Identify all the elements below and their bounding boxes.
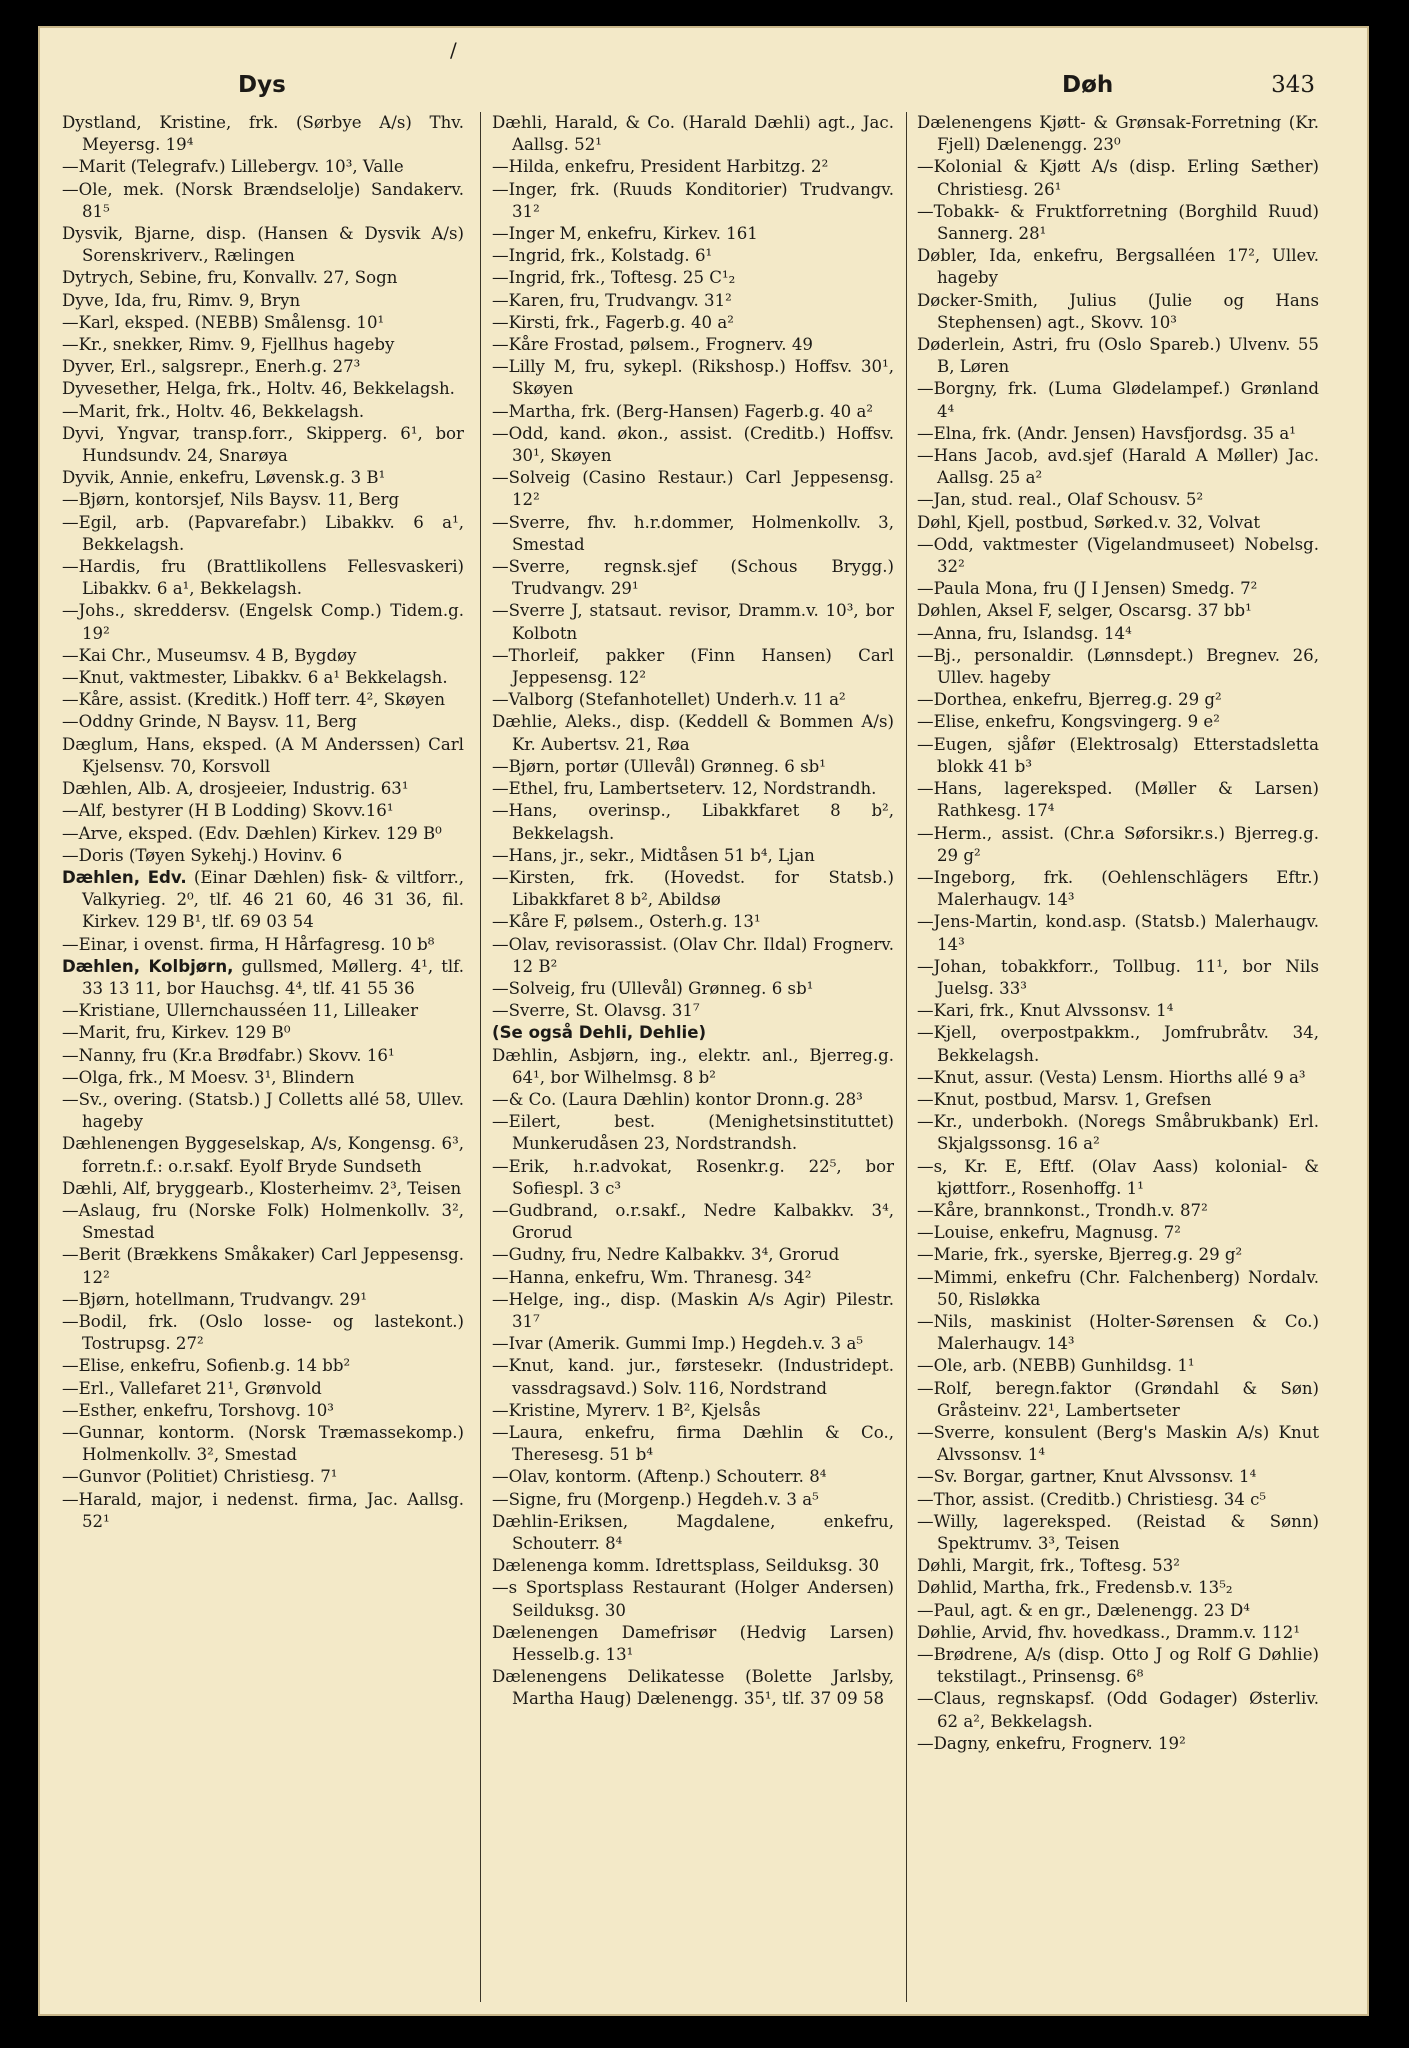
entry-text: —Martha, frk. (Berg-Hansen) Fagerb.g. 40 a²	[492, 401, 874, 421]
entry-text: —Sv. Borgar, gartner, Knut Alvssonsv. 1⁴	[917, 1467, 1257, 1487]
directory-entry	[492, 1466, 894, 1488]
directory-entry	[62, 512, 464, 556]
entry-text: —Tobakk- & Fruktforretning (Borghild Ruud) Sannerg. 28¹	[917, 201, 1319, 244]
entry-text: Døbler, Ida, enkefru, Bergsalléen 17², Ullev. hageby	[917, 246, 1319, 288]
directory-entry	[492, 267, 894, 289]
entry-text: —Gudbrand, o.r.sakf., Nedre Kalbakkv. 3⁴, Grorud	[492, 1200, 894, 1243]
entry-text: —Olga, frk., M Moesv. 3¹, Blindern	[62, 1067, 355, 1087]
directory-entry	[917, 1466, 1319, 1488]
directory-entry	[62, 600, 464, 644]
entry-text: —Sverre, fhv. h.r.dommer, Holmenkollv. 3, Smestad	[492, 512, 894, 554]
directory-entry	[917, 956, 1319, 1000]
directory-entry	[917, 112, 1319, 156]
directory-entry	[917, 734, 1319, 778]
directory-entry	[62, 1067, 464, 1089]
directory-entry	[492, 778, 894, 800]
entry-text: —Kristine, Myrerv. 1 B², Kjelsås	[492, 1400, 761, 1420]
entry-text: —Karl, eksped. (NEBB) Smålensg. 10¹	[62, 312, 385, 332]
entry-text: —Olav, kontorm. (Aftenp.) Schouterr. 8⁴	[492, 1467, 827, 1487]
directory-entry	[62, 1311, 464, 1355]
entry-text: Dæglum, Hans, eksped. (A M Anderssen) Carl Kjelsensv. 70, Korsvoll	[62, 734, 464, 776]
directory-entry	[62, 401, 464, 423]
directory-entry	[62, 223, 464, 267]
entry-text: (Einar Dæhlen) fisk- & viltforr., Valkyrieg. 2⁰, tlf. 46 21 60, 46 31 36, fil. Kirkev. 129 B¹, tlf. 69 03 54	[82, 867, 464, 932]
entry-text: —Bjørn, portør (Ullevål) Grønneg. 6 sb¹	[492, 756, 826, 776]
directory-entry	[492, 934, 894, 978]
directory-entry	[917, 156, 1319, 200]
directory-entry	[492, 1200, 894, 1244]
directory-entry	[492, 711, 894, 755]
entry-text: —Sv., overing. (Statsb.) J Colletts allé 58, Ullev. hageby	[62, 1089, 464, 1132]
entry-text: Dæhlenengen Byggeselskap, A/s, Kongensg. 6³, forretn.f.: o.r.sakf. Eyolf Bryde Sundseth	[62, 1134, 464, 1176]
entry-text: —Jens-Martin, kond.asp. (Statsb.) Malerhaugv. 14³	[917, 912, 1319, 954]
directory-entry	[917, 1089, 1319, 1111]
entry-text: —Paul, agt. & en gr., Dælenengg. 23 D⁴	[917, 1600, 1250, 1620]
directory-entry	[492, 911, 894, 933]
directory-entry	[492, 800, 894, 844]
directory-entry	[492, 1666, 894, 1710]
directory-entry	[62, 1178, 464, 1200]
entry-text: —Ole, arb. (NEBB) Gunhildsg. 1¹	[917, 1356, 1195, 1376]
directory-entry	[62, 1355, 464, 1377]
entry-text: Dælenengens Kjøtt- & Grønsak-Forretning (Kr. Fjell) Dælenengg. 23⁰	[917, 113, 1319, 155]
entry-text: —Hanna, enkefru, Wm. Thranesg. 34²	[492, 1267, 812, 1287]
entry-text: Dyvi, Yngvar, transp.forr., Skipperg. 6¹, bor Hundsundv. 24, Snarøya	[62, 423, 464, 466]
directory-entry	[492, 978, 894, 1000]
directory-entry	[62, 378, 464, 400]
entry-text: —Kari, frk., Knut Alvssonsv. 1⁴	[917, 1001, 1174, 1021]
directory-entry	[917, 290, 1319, 334]
directory-entry	[917, 823, 1319, 867]
entry-text: —Ole, mek. (Norsk Brændselolje) Sandakerv. 81⁵	[62, 179, 464, 221]
column-divider	[480, 112, 481, 2002]
directory-entry	[917, 245, 1319, 289]
directory-entry	[62, 800, 464, 822]
directory-entry	[62, 356, 464, 378]
directory-entry	[917, 201, 1319, 245]
entry-text: Døhlie, Arvid, fhv. hovedkass., Dramm.v. 112¹	[917, 1622, 1300, 1642]
directory-entry	[62, 312, 464, 334]
entry-text: —Louise, enkefru, Magnusg. 7²	[917, 1223, 1181, 1243]
directory-entry	[492, 290, 894, 312]
entry-text: —Kolonial & Kjøtt A/s (disp. Erling Sæther) Christiesg. 26¹	[917, 157, 1319, 199]
entry-text: —Eilert, best. (Menighetsinstituttet) Munkerudåsen 23, Nordstrandsh.	[492, 1112, 894, 1154]
directory-entry	[917, 911, 1319, 955]
entry-text: Dytrych, Sebine, fru, Konvallv. 27, Sogn	[62, 268, 398, 288]
entry-text: —Ingeborg, frk. (Oehlenschlägers Eftr.) Malerhaugv. 14³	[917, 867, 1319, 910]
entry-text: —Ingrid, frk., Toftesg. 25 C¹₂	[492, 268, 736, 288]
entry-text: Dysvik, Bjarne, disp. (Hansen & Dysvik A/s) Sorenskriverv., Rælingen	[62, 224, 464, 266]
directory-entry	[917, 1644, 1319, 1688]
directory-entry	[492, 1622, 894, 1666]
directory-entry	[917, 623, 1319, 645]
directory-page	[38, 26, 1369, 2016]
entry-text: —Anna, fru, Islandsg. 14⁴	[917, 623, 1132, 643]
directory-entry	[62, 334, 464, 356]
entry-text: —Brødrene, A/s (disp. Otto J og Rolf G Døhlie) tekstilagt., Prinsensg. 6⁸	[917, 1645, 1319, 1687]
entry-text: —Bjørn, kontorsjef, Nils Baysv. 11, Berg	[62, 490, 400, 510]
directory-column-2	[492, 112, 894, 2004]
directory-column-1	[62, 112, 464, 2004]
entry-text: —Knut, assur. (Vesta) Lensm. Hiorths allé 9 a³	[917, 1067, 1306, 1087]
directory-entry	[492, 1577, 894, 1621]
directory-entry	[917, 1688, 1319, 1732]
directory-entry	[62, 1045, 464, 1067]
directory-entry	[917, 1600, 1319, 1622]
entry-text: —Kai Chr., Museumsv. 4 B, Bygdøy	[62, 645, 357, 665]
directory-entry	[917, 645, 1319, 689]
directory-entry	[62, 1200, 464, 1244]
entry-text: —Hans, overinsp., Libakkfaret 8 b², Bekkelagsh.	[492, 801, 894, 843]
directory-entry	[492, 1267, 894, 1289]
directory-entry	[62, 156, 464, 178]
entry-text: Dyver, Erl., salgsrepr., Enerh.g. 27³	[62, 357, 361, 377]
directory-entry	[917, 1267, 1319, 1311]
directory-entry	[492, 112, 894, 156]
entry-text: —Paula Mona, fru (J I Jensen) Smedg. 7²	[917, 579, 1258, 599]
directory-entry	[917, 578, 1319, 600]
directory-entry	[62, 734, 464, 778]
directory-entry	[492, 1289, 894, 1333]
entry-text: —Oddny Grinde, N Baysv. 11, Berg	[62, 712, 357, 732]
entry-text: —& Co. (Laura Dæhlin) kontor Dronn.g. 28³	[492, 1089, 863, 1109]
entry-text: —Signe, fru (Morgenp.) Hegdeh.v. 3 a⁵	[492, 1489, 819, 1509]
entry-text: —Bj., personaldir. (Lønnsdept.) Bregnev. 26, Ullev. hageby	[917, 645, 1319, 688]
entry-text: —Alf, bestyrer (H B Lodding) Skovv.16¹	[62, 801, 394, 821]
directory-entry	[62, 1089, 464, 1133]
entry-text: Dælenenga komm. Idrettsplass, Seilduksg. 30	[492, 1556, 880, 1576]
entry-text: —Helge, ing., disp. (Maskin A/s Agir) Pilestr. 31⁷	[492, 1289, 894, 1331]
directory-entry	[62, 467, 464, 489]
directory-entry	[917, 600, 1319, 622]
directory-entry	[917, 1000, 1319, 1022]
entry-text: —Arve, eksped. (Edv. Dæhlen) Kirkev. 129 B⁰	[62, 823, 442, 843]
entry-text: —Bodil, frk. (Oslo losse- og lastekont.) Tostrupsg. 27²	[62, 1311, 464, 1354]
entry-text: —Elise, enkefru, Kongsvingerg. 9 e²	[917, 712, 1220, 732]
entry-text: —Kåre F, pølsem., Osterh.g. 13¹	[492, 912, 761, 932]
directory-entry	[62, 1133, 464, 1177]
directory-entry	[62, 1244, 464, 1288]
directory-entry	[492, 1000, 894, 1022]
directory-entry	[492, 223, 894, 245]
entry-text: —Knut, postbud, Marsv. 1, Grefsen	[917, 1089, 1212, 1109]
entry-text: —Kjell, overpostpakkm., Jomfrubråtv. 34, Bekkelagsh.	[917, 1023, 1319, 1065]
entry-text: Dæhlen, Alb. A, drosjeeier, Industrig. 63¹	[62, 779, 409, 799]
directory-entry	[917, 1022, 1319, 1066]
entry-text: —Karen, fru, Trudvangv. 31²	[492, 290, 732, 310]
directory-entry	[492, 334, 894, 356]
entry-text: —Willy, lagereksped. (Reistad & Sønn) Spektrumv. 3³, Teisen	[917, 1511, 1319, 1553]
entry-text: —Kr., underbokh. (Noregs Småbrukbank) Erl. Skjalgssonsg. 16 a²	[917, 1112, 1319, 1154]
directory-entry	[917, 1555, 1319, 1577]
directory-entry	[492, 356, 894, 400]
directory-entry	[62, 645, 464, 667]
entry-text: —Valborg (Stefanhotellet) Underh.v. 11 a²	[492, 690, 846, 710]
entry-text: —Hans, jr., sekr., Midtåsen 51 b⁴, Ljan	[492, 845, 815, 865]
directory-entry	[492, 156, 894, 178]
directory-entry	[492, 867, 894, 911]
entry-text: —Mimmi, enkefru (Chr. Falchenberg) Nordalv. 50, Risløkka	[917, 1267, 1319, 1309]
entry-text: —Sverre, St. Olavsg. 31⁷	[492, 1001, 700, 1021]
directory-entry	[492, 512, 894, 556]
entry-text: —Johs., skreddersv. (Engelsk Comp.) Tidem.g. 19²	[62, 601, 464, 643]
entry-text: —Esther, enkefru, Torshovg. 10³	[62, 1400, 334, 1420]
entry-text: Dæhli, Alf, bryggearb., Klosterheimv. 2³, Teisen	[62, 1178, 462, 1198]
directory-entry	[917, 778, 1319, 822]
entry-text: —Ivar (Amerik. Gummi Imp.) Hegdeh.v. 3 a⁵	[492, 1334, 864, 1354]
directory-entry	[62, 845, 464, 867]
entry-text: —Kåre, brannkonst., Trondh.v. 87²	[917, 1200, 1208, 1220]
entry-text: —Knut, kand. jur., førstesekr. (Industridept. vassdragsavd.) Solv. 116, Nordstrand	[492, 1356, 894, 1398]
directory-entry	[62, 1489, 464, 1533]
entry-text: —Elna, frk. (Andr. Jensen) Havsfjordsg. 35 a¹	[917, 423, 1296, 443]
entry-text: Dæhlie, Aleks., disp. (Keddell & Bommen A/s) Kr. Aubertsv. 21, Røa	[492, 712, 894, 754]
entry-text: —Dagny, enkefru, Frognerv. 19²	[917, 1733, 1186, 1753]
entry-text: —Erl., Vallefaret 21¹, Grønvold	[62, 1378, 322, 1398]
entry-text: —Solveig, fru (Ullevål) Grønneg. 6 sb¹	[492, 978, 814, 998]
directory-entry	[917, 1577, 1319, 1599]
directory-entry	[917, 1111, 1319, 1155]
directory-entry	[917, 1622, 1319, 1644]
entry-text: —Marit, frk., Holtv. 46, Bekkelagsh.	[62, 401, 365, 421]
entry-text: —Odd, vaktmester (Vigelandmuseet) Nobelsg. 32²	[917, 534, 1319, 577]
directory-entry	[917, 1355, 1319, 1377]
entry-text: Dyvesether, Helga, frk., Holtv. 46, Bekkelagsh.	[62, 379, 455, 399]
entry-bold-name: (Se også Dehli, Dehlie)	[492, 1023, 707, 1043]
directory-entry	[492, 1045, 894, 1089]
entry-text: —Kirsten, frk. (Hovedst. for Statsb.) Libakkfaret 8 b², Abildsø	[492, 867, 894, 910]
entry-text: —Gudny, fru, Nedre Kalbakkv. 3⁴, Grorud	[492, 1245, 840, 1265]
entry-text: —Elise, enkefru, Sofienb.g. 14 bb²	[62, 1356, 351, 1376]
directory-entry	[492, 1422, 894, 1466]
entry-text: Dystland, Kristine, frk. (Sørbye A/s) Thv. Meyersg. 19⁴	[62, 113, 464, 155]
directory-entry	[917, 1311, 1319, 1355]
directory-entry	[62, 956, 464, 1000]
entry-text: —Kåre Frostad, pølsem., Frognerv. 49	[492, 335, 813, 355]
directory-entry	[492, 645, 894, 689]
directory-entry	[917, 1156, 1319, 1200]
directory-entry	[917, 1733, 1319, 1755]
entry-text: —Eugen, sjåfør (Elektrosalg) Etterstadsletta blokk 41 b³	[917, 734, 1319, 776]
directory-entry	[492, 556, 894, 600]
directory-entry	[917, 1378, 1319, 1422]
entry-text: —Bjørn, hotellmann, Trudvangv. 29¹	[62, 1289, 368, 1309]
directory-entry	[62, 1400, 464, 1422]
entry-text: —Gunnar, kontorm. (Norsk Træmassekomp.) Holmenkollv. 3², Smestad	[62, 1422, 464, 1465]
entry-text: —Sverre, konsulent (Berg's Maskin A/s) Knut Alvssonsv. 1⁴	[917, 1422, 1319, 1465]
header-left-guide-word: Dys	[238, 72, 286, 98]
entry-text: —Hans Jacob, avd.sjef (Harald A Møller) Jac. Aallsg. 25 a²	[917, 446, 1319, 488]
entry-text: —Harald, major, i nedenst. firma, Jac. Aallsg. 52¹	[62, 1489, 464, 1531]
entry-text: —Hilda, enkefru, President Harbitzg. 2²	[492, 157, 829, 177]
directory-entry	[917, 334, 1319, 378]
entry-text: —Rolf, beregn.faktor (Grøndahl & Søn) Gråsteinv. 22¹, Lambertseter	[917, 1378, 1319, 1420]
directory-entry	[917, 378, 1319, 422]
directory-entry	[917, 1422, 1319, 1466]
directory-entry	[62, 867, 464, 934]
directory-entry	[917, 423, 1319, 445]
entry-text: Dælenengens Delikatesse (Bolette Jarlsby, Martha Haug) Dælenengg. 35¹, tlf. 37 09 58	[492, 1667, 894, 1709]
entry-text: —Johan, tobakkforr., Tollbug. 11¹, bor Nils Juelsg. 33³	[917, 956, 1319, 998]
directory-entry	[492, 1244, 894, 1266]
entry-text: —Erik, h.r.advokat, Rosenkr.g. 22⁵, bor Sofiespl. 3 c³	[492, 1156, 894, 1198]
directory-entry	[492, 1022, 894, 1044]
directory-entry	[62, 556, 464, 600]
directory-entry	[62, 689, 464, 711]
directory-entry	[917, 1489, 1319, 1511]
entry-text: —Sverre, regnsk.sjef (Schous Brygg.) Trudvangv. 29¹	[492, 557, 894, 599]
directory-entry	[917, 534, 1319, 578]
directory-entry	[492, 245, 894, 267]
entry-text: —Marit (Telegrafv.) Lillebergv. 10³, Valle	[62, 157, 404, 177]
directory-entry	[917, 512, 1319, 534]
directory-entry	[492, 1400, 894, 1422]
directory-entry	[62, 112, 464, 156]
entry-text: Dælenengen Damefrisør (Hedvig Larsen) Hesselb.g. 13¹	[492, 1622, 894, 1665]
entry-text: —Gunvor (Politiet) Christiesg. 7¹	[62, 1467, 338, 1487]
entry-text: —Solveig (Casino Restaur.) Carl Jeppesensg. 12²	[492, 468, 894, 510]
entry-text: —Inger M, enkefru, Kirkev. 161	[492, 224, 758, 244]
entry-text: —Nanny, fru (Kr.a Brødfabr.) Skovv. 16¹	[62, 1045, 395, 1065]
entry-text: Dyve, Ida, fru, Rimv. 9, Bryn	[62, 290, 301, 310]
entry-text: —Kr., snekker, Rimv. 9, Fjellhus hageby	[62, 335, 395, 355]
entry-text: —Laura, enkefru, firma Dæhlin & Co., Theresesg. 51 b⁴	[492, 1422, 894, 1465]
entry-text: —Claus, regnskapsf. (Odd Godager) Østerliv. 62 a², Bekkelagsh.	[917, 1689, 1319, 1731]
directory-entry	[917, 489, 1319, 511]
entry-text: Dæhlin-Eriksen, Magdalene, enkefru, Schouterr. 8⁴	[492, 1511, 894, 1553]
entry-text: —Hardis, fru (Brattlikollens Fellesvaskeri) Libakkv. 6 a¹, Bekkelagsh.	[62, 557, 464, 599]
directory-entry	[62, 1289, 464, 1311]
directory-entry	[62, 667, 464, 689]
directory-entry	[917, 689, 1319, 711]
entry-text: Døhl, Kjell, postbud, Sørked.v. 32, Volvat	[917, 512, 1261, 532]
entry-text: —Kåre, assist. (Kreditk.) Hoff terr. 4², Skøyen	[62, 690, 446, 710]
entry-text: —Kristiane, Ullernchausséen 11, Lilleaker	[62, 1001, 419, 1021]
directory-entry	[62, 1378, 464, 1400]
entry-text: —s Sportsplass Restaurant (Holger Andersen) Seilduksg. 30	[492, 1578, 894, 1620]
entry-text: —Kirsti, frk., Fagerb.g. 40 a²	[492, 312, 734, 332]
header-right-guide-word: Døh	[1062, 72, 1114, 98]
entry-text: —Jan, stud. real., Olaf Schousv. 5²	[917, 490, 1204, 510]
entry-text: —Marie, frk., syerske, Bjerreg.g. 29 g²	[917, 1245, 1243, 1265]
entry-text: —Ethel, fru, Lambertseterv. 12, Nordstrandh.	[492, 779, 877, 799]
entry-text: —Egil, arb. (Papvarefabr.) Libakkv. 6 a¹, Bekkelagsh.	[62, 512, 464, 554]
page-number: 343	[1271, 72, 1315, 98]
pen-mark: /	[450, 38, 457, 62]
entry-text: —Lilly M, fru, sykepl. (Rikshosp.) Hoffsv. 30¹, Skøyen	[492, 357, 894, 399]
directory-entry	[62, 778, 464, 800]
entry-text: —Olav, revisorassist. (Olav Chr. Ildal) Frognerv. 12 B²	[492, 934, 894, 976]
entry-text: —Dorthea, enkefru, Bjerreg.g. 29 g²	[917, 690, 1222, 710]
directory-entry	[62, 1422, 464, 1466]
directory-entry	[492, 756, 894, 778]
entry-text: Dyvik, Annie, enkefru, Løvensk.g. 3 B¹	[62, 468, 386, 488]
entry-text: gullsmed, Møllerg. 4¹, tlf. 33 13 11, bor Hauchsg. 4⁴, tlf. 41 55 36	[82, 956, 464, 998]
directory-entry	[492, 1511, 894, 1555]
entry-text: —Einar, i ovenst. firma, H Hårfagresg. 10 b⁸	[62, 934, 435, 954]
entry-text: —Nils, maskinist (Holter-Sørensen & Co.) Malerhaugv. 14³	[917, 1311, 1319, 1354]
entry-text: —Thorleif, pakker (Finn Hansen) Carl Jeppesensg. 12²	[492, 645, 894, 688]
entry-text: —Knut, vaktmester, Libakkv. 6 a¹ Bekkelagsh.	[62, 668, 448, 688]
directory-entry	[917, 867, 1319, 911]
entry-text: —Borgny, frk. (Luma Glødelampef.) Grønland 4⁴	[917, 379, 1319, 421]
directory-entry	[62, 711, 464, 733]
directory-entry	[492, 1489, 894, 1511]
directory-entry	[492, 1555, 894, 1577]
entry-text: —Thor, assist. (Creditb.) Christiesg. 34 c⁵	[917, 1489, 1267, 1509]
directory-entry	[492, 1333, 894, 1355]
directory-entry	[62, 823, 464, 845]
directory-column-3	[917, 112, 1319, 2004]
entry-text: —Aslaug, fru (Norske Folk) Holmenkollv. 3², Smestad	[62, 1200, 464, 1243]
entry-text: Døhlen, Aksel F, selger, Oscarsg. 37 bb¹	[917, 601, 1252, 621]
entry-text: —Doris (Tøyen Sykehj.) Hovinv. 6	[62, 845, 343, 865]
directory-entry	[492, 1156, 894, 1200]
directory-entry	[492, 401, 894, 423]
entry-text: Døhlid, Martha, frk., Fredensb.v. 13⁵₂	[917, 1578, 1233, 1598]
directory-entry	[492, 467, 894, 511]
entry-text: —Marit, fru, Kirkev. 129 B⁰	[62, 1023, 291, 1043]
directory-entry	[492, 845, 894, 867]
directory-entry	[492, 312, 894, 334]
directory-entry	[62, 934, 464, 956]
directory-entry	[62, 1000, 464, 1022]
directory-entry	[492, 600, 894, 644]
column-divider	[906, 112, 907, 2002]
entry-text: —Herm., assist. (Chr.a Søforsikr.s.) Bjerreg.g. 29 g²	[917, 823, 1319, 865]
entry-bold-name: Dæhlen, Kolbjørn,	[62, 956, 234, 976]
directory-entry	[62, 267, 464, 289]
directory-entry	[492, 179, 894, 223]
directory-entry	[62, 179, 464, 223]
entry-text: Dæhlin, Asbjørn, ing., elektr. anl., Bjerreg.g. 64¹, bor Wilhelmsg. 8 b²	[492, 1045, 894, 1087]
directory-entry	[917, 1067, 1319, 1089]
directory-entry	[62, 489, 464, 511]
entry-bold-name: Dæhlen, Edv.	[62, 867, 187, 887]
directory-entry	[917, 445, 1319, 489]
entry-text: —s, Kr. E, Eftf. (Olav Aass) kolonial- & kjøttforr., Rosenhoffg. 1¹	[917, 1156, 1319, 1198]
directory-entry	[62, 290, 464, 312]
directory-entry	[917, 1222, 1319, 1244]
directory-entry	[492, 1089, 894, 1111]
entry-text: Døderlein, Astri, fru (Oslo Spareb.) Ulvenv. 55 B, Løren	[917, 335, 1319, 377]
entry-text: —Odd, kand. økon., assist. (Creditb.) Hoffsv. 30¹, Skøyen	[492, 423, 894, 466]
directory-entry	[492, 689, 894, 711]
entry-text: —Hans, lagereksped. (Møller & Larsen) Rathkesg. 17⁴	[917, 779, 1319, 821]
entry-text: Døhli, Margit, frk., Toftesg. 53²	[917, 1556, 1180, 1576]
directory-entry	[917, 1244, 1319, 1266]
entry-text: —Berit (Brækkens Småkaker) Carl Jeppesensg. 12²	[62, 1245, 464, 1287]
directory-entry	[917, 1200, 1319, 1222]
entry-text: Døcker-Smith, Julius (Julie og Hans Stephensen) agt., Skovv. 10³	[917, 290, 1319, 332]
directory-entry	[62, 1466, 464, 1488]
directory-entry	[492, 1355, 894, 1399]
entry-text: —Inger, frk. (Ruuds Konditorier) Trudvangv. 31²	[492, 179, 894, 221]
entry-text: —Ingrid, frk., Kolstadg. 6¹	[492, 246, 713, 266]
directory-entry	[917, 711, 1319, 733]
directory-entry	[62, 1022, 464, 1044]
entry-text: —Sverre J, statsaut. revisor, Dramm.v. 10³, bor Kolbotn	[492, 601, 894, 643]
entry-text: Dæhli, Harald, & Co. (Harald Dæhli) agt., Jac. Aallsg. 52¹	[492, 113, 894, 155]
directory-entry	[492, 1111, 894, 1155]
directory-entry	[917, 1511, 1319, 1555]
directory-entry	[492, 423, 894, 467]
directory-entry	[62, 423, 464, 467]
